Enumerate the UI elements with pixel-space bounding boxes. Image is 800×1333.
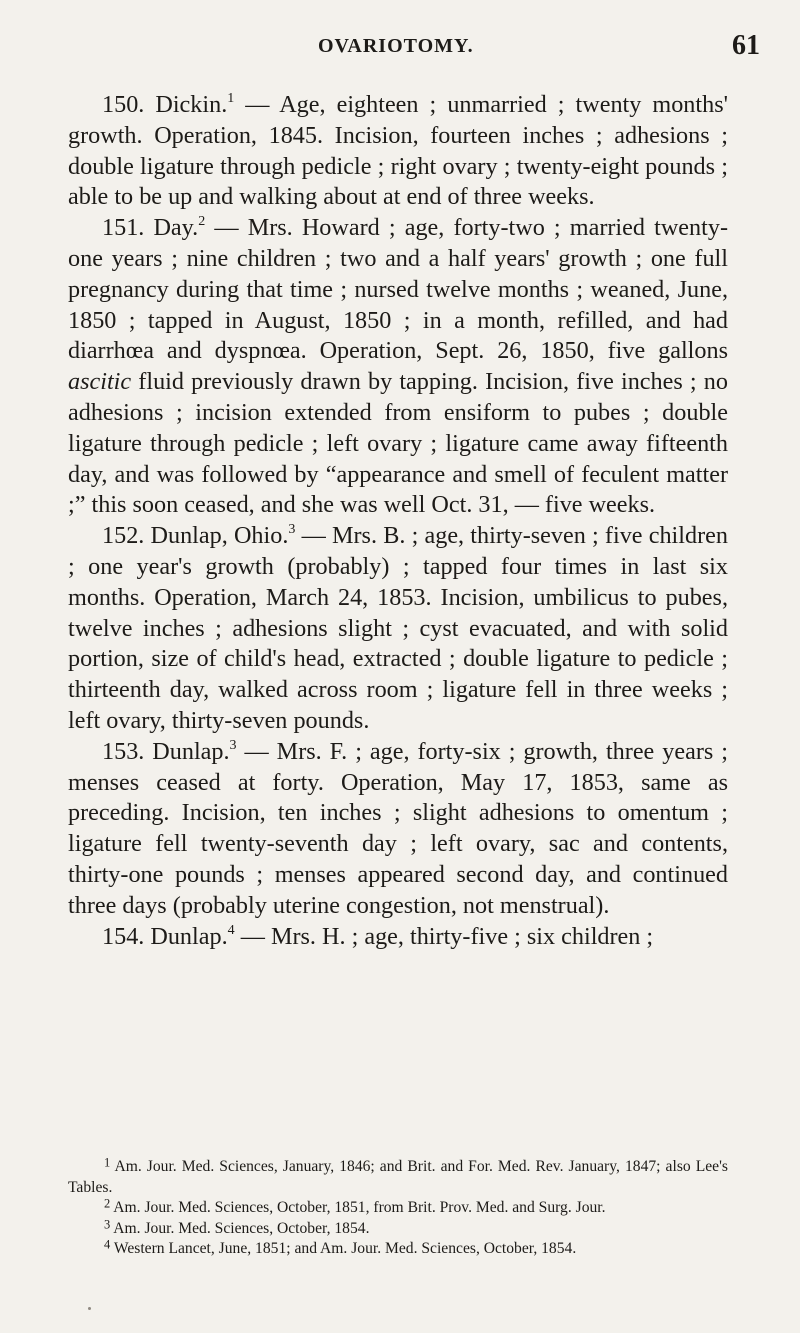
case-lead: 153. Dunlap. (102, 737, 230, 765)
footnote-text: Am. Jour. Med. Sciences, October, 1854. (113, 1219, 370, 1237)
case-lead: 151. Day. (102, 214, 199, 242)
case-text: — Mrs. B. ; age, thirty-seven ; five children ; one year's growth (probably) ; tapped four times in last six months. Operation, March 24, 1853. Incision, umbilicus to pubes, twelve inches ; adhesions slight ; cyst evacuated, and with solid portion, size of child's head, extracted ; double ligature to pedicle ; thirteenth day, walked across room ; ligature fell in three weeks ; left ovary, thirty-seven pounds. (68, 522, 728, 734)
footnote-ref: 4 (227, 921, 235, 938)
footnote-mark: 2 (104, 1196, 111, 1211)
case-text: — Mrs. H. ; age, thirty-five ; six children ; (234, 922, 654, 950)
italic-term: ascitic (68, 368, 132, 396)
footnote-3 (68, 1219, 728, 1240)
running-head (120, 30, 760, 60)
case-entry-151 (68, 213, 728, 521)
footnote-mark: 4 (104, 1237, 111, 1252)
page-number: 61 (732, 30, 760, 61)
running-title: OVARIOTOMY. (318, 35, 474, 57)
paper-speck (88, 1307, 91, 1310)
case-text: — Mrs. Howard ; age, forty-two ; married twenty-one years ; nine children ; two and a half years' growth ; one full pregnancy during that time ; nursed twelve months ; weaned, June, 1850 ; tapped in August, 1850 ; in a month, refilled, and had diarrhœa and dyspnœa. Operation, Sept. 26, 1850, five gallons (68, 214, 728, 365)
case-lead: 154. Dunlap. (102, 922, 228, 950)
footnote-ref: 1 (227, 89, 235, 106)
footnote-ref: 3 (229, 736, 237, 753)
case-entry-150 (68, 90, 728, 213)
case-text: — Age, eighteen ; unmarried ; twenty months' growth. Operation, 1845. Incision, fourteen inches ; adhesions ; double ligature through pedicle ; right ovary ; twenty-eight pounds ; able to be up and walking about at end of three weeks. (68, 91, 728, 211)
case-text-continued: fluid previously drawn by tapping. Incision, five inches ; no adhesions ; incision extended from ensiform to pubes ; double ligature through pedicle ; left ovary ; ligature came away fifteenth day, and was followed by “appearance and smell of feculent matter ;” this soon ceased, and she was well Oct. 31, — five weeks. (68, 368, 728, 519)
footnote-text: Am. Jour. Med. Sciences, October, 1851, from Brit. Prov. Med. and Surg. Jour. (113, 1199, 606, 1216)
footnote-ref: 2 (198, 213, 206, 230)
footnote-1 (68, 1157, 728, 1198)
footnotes (68, 1157, 728, 1260)
footnote-ref: 3 (288, 521, 296, 538)
case-entries (68, 90, 728, 952)
case-lead: 150. Dickin. (102, 91, 228, 118)
footnote-text: Western Lancet, June, 1851; and Am. Jour. Med. Sciences, October, 1854. (113, 1240, 577, 1257)
footnote-2 (68, 1198, 728, 1219)
footnote-mark: 1 (104, 1155, 111, 1170)
case-entry-152 (68, 521, 728, 737)
case-entry-154 (68, 922, 728, 953)
case-entry-153 (68, 737, 728, 922)
footnote-text: Am. Jour. Med. Sciences, January, 1846; and Brit. and For. Med. Rev. January, 1847; also Lee's Tables. (68, 1158, 728, 1196)
footnote-4 (68, 1239, 728, 1260)
case-text: — Mrs. F. ; age, forty-six ; growth, three years ; menses ceased at forty. Operation, May 17, 1853, same as preceding. Incision, ten inches ; slight adhesions to omentum ; ligature fell twenty-seventh day ; left ovary, sac and contents, thirty-one pounds ; menses appeared second day, and continued three days (probably uterine congestion, not menstrual). (68, 737, 728, 919)
case-lead: 152. Dunlap, Ohio. (102, 522, 289, 550)
footnote-mark: 3 (104, 1217, 111, 1232)
